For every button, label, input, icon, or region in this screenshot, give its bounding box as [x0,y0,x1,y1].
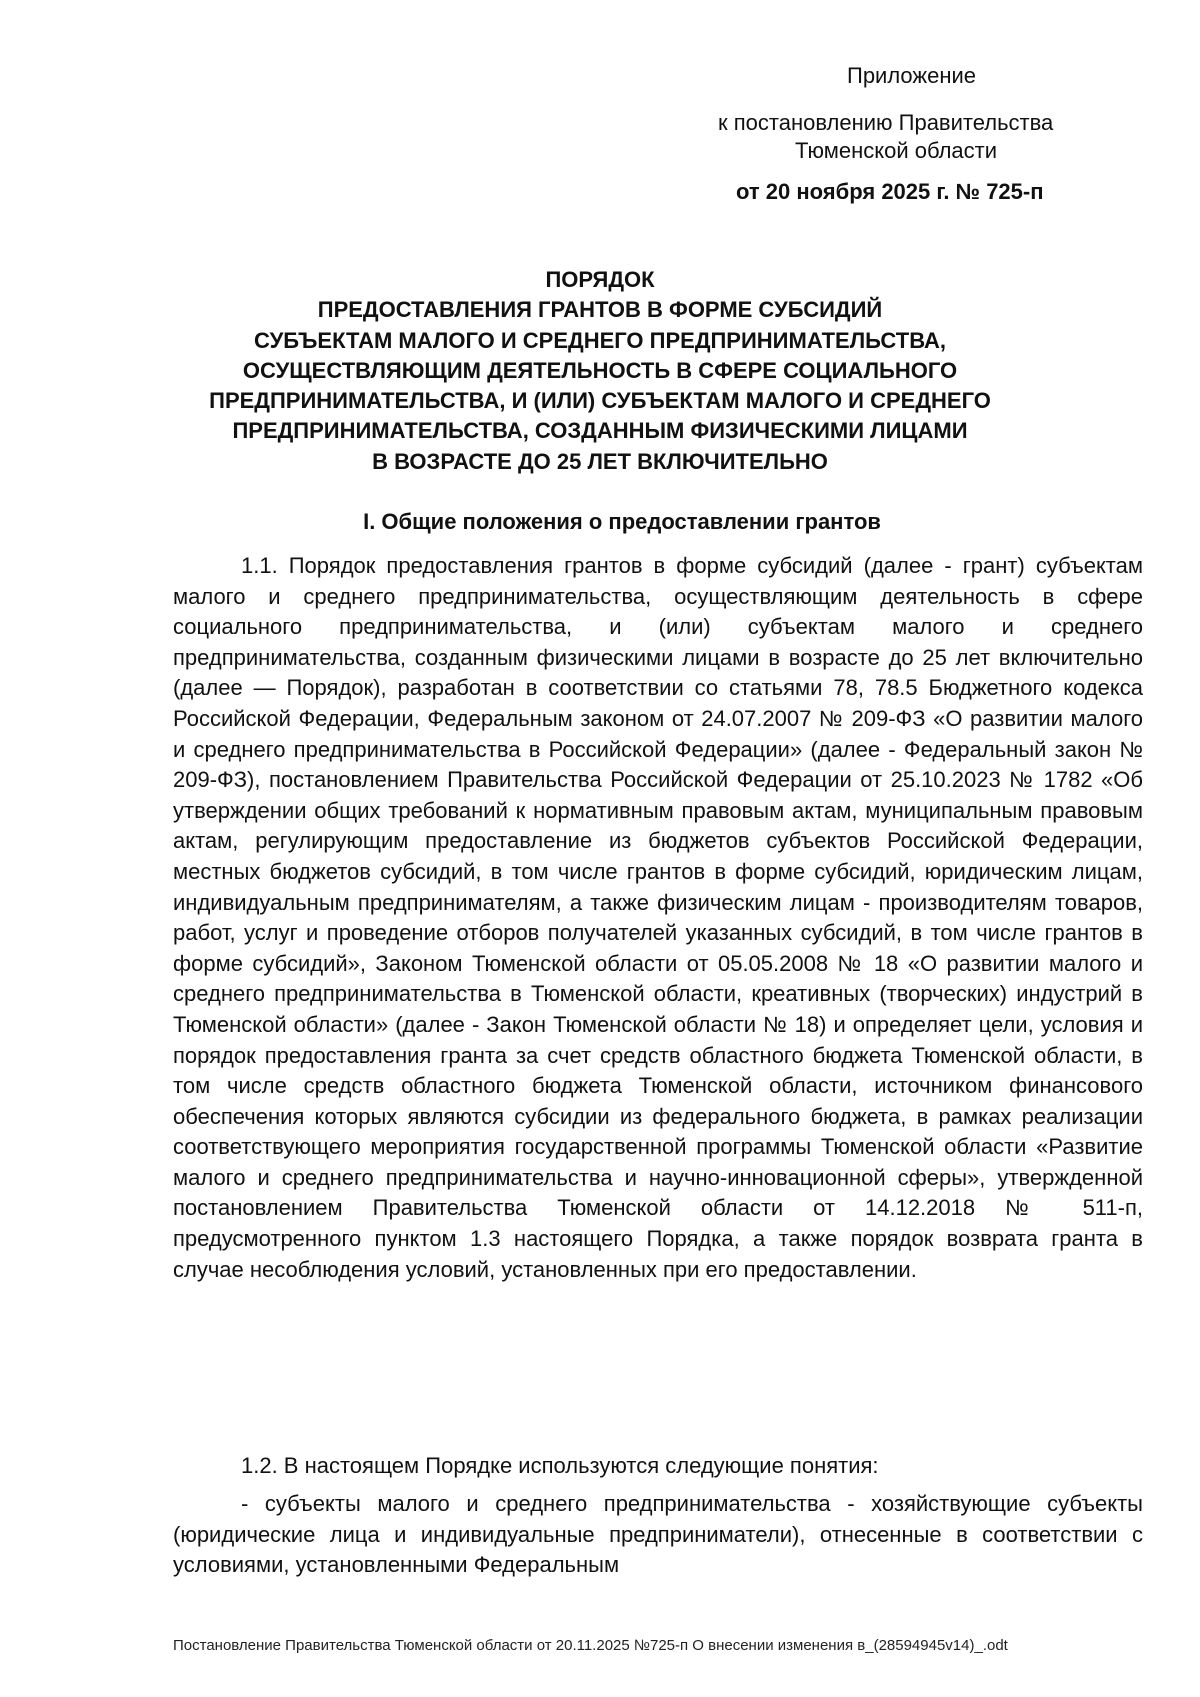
document-title-line: ПРЕДОСТАВЛЕНИЯ ГРАНТОВ В ФОРМЕ СУБСИДИЙ [317,297,883,323]
document-title-line: ПОРЯДОК [545,267,655,292]
page-footer: Постановление Правительства Тюменской области от 20.11.2025 №725-п О внесении изменения в_(28594945v14)_.odt [173,1637,1008,1654]
document-title-line: ОСУЩЕСТВЛЯЮЩИМ ДЕЯТЕЛЬНОСТЬ В СФЕРЕ СОЦИАЛЬНОГО [242,357,958,383]
document-title-line: СУБЪЕКТАМ МАЛОГО И СРЕДНЕГО ПРЕДПРИНИМАТЕЛЬСТВА, [254,327,946,353]
section-heading: I. Общие положения о предоставлении грантов [363,509,881,534]
definition-block [173,1489,1143,1581]
document-title [150,265,1050,477]
appendix-reference-line-1: к постановлению Правительства [718,110,1054,135]
appendix-reference-line-2: Тюменской области [795,138,998,163]
appendix-title: Приложение [847,63,977,88]
definition-item: - субъекты малого и среднего предпринимательства - хозяйствующие субъекты (юридические лица и индивидуальные предприниматели), отнесенные в соответствии с условиями, установленными Федеральным [173,1491,1143,1578]
paragraph-1-1-block [173,551,1143,1285]
paragraph-1-2: 1.2. В настоящем Порядке используются следующие понятия: [241,1453,879,1478]
paragraph-1-2-block [173,1451,1143,1482]
paragraph-1-1: 1.1. Порядок предоставления грантов в форме субсидий (далее - грант) субъектам малого и среднего предпринимательства, осуществляющим деятельность в сфере социального предпринимательства, и (или) субъектам малого и среднего предпринимательства, созданным физическими лицами в возрасте до 25 лет включительно (далее — Порядок), разработан в соответствии со статьями 78, 78.5 Бюджетного кодекса Российской Федерации, Федеральным законом от 24.07.2007 № 209-ФЗ «О развитии малого и среднего предпринимательства в Российской Федерации» (далее - Федеральный закон № 209-ФЗ), постановлением Правительства Российской Федерации от 25.10.2023 № 1782 «Об утверждении общих требований к нормативным правовым актам, муниципальным правовым актам, регулирующим предоставление из бюджетов субъектов Российской Федерации, местных бюджетов субсидий, в том числе грантов в форме субсидий, юридическим лицам, индивидуальным предпринимателям, а также физическим лицам - производителям товаров, работ, услуг и проведение отборов получателей указанных субсидий, в том числе грантов в форме субсидий», Законом Тюменской области от 05.05.2008 № 18 «О развитии малого и среднего предпринимательства в Тюменской области, креативных (творческих) индустрий в Тюменской области» (далее - Закон Тюменской области № 18) и определяет цели, условия и порядок предоставления гранта за счет средств областного бюджета Тюменской области, в том числе средств областного бюджета Тюменской области, источником финансового обеспечения которых являются субсидии из федерального бюджета, в рамках реализации соответствующего мероприятия государственной программы Тюменской области «Развитие малого и среднего предпринимательства и научно-инновационной сферы», утвержденной постановлением Правительства Тюменской области от 14.12.2018 № 511-п, предусмотренного пунктом 1.3 настоящего Порядка, а также порядок возврата гранта в случае несоблюдения условий, установленных при его предоставлении. [173,553,1143,1282]
appendix-date-number: от 20 ноября 2025 г. № 725-п [736,179,1044,204]
document-title-line: В ВОЗРАСТЕ ДО 25 ЛЕТ ВКЛЮЧИТЕЛЬНО [372,448,828,474]
document-title-line: ПРЕДПРИНИМАТЕЛЬСТВА, И (ИЛИ) СУБЪЕКТАМ МАЛОГО И СРЕДНЕГО [209,388,991,414]
document-title-line: ПРЕДПРИНИМАТЕЛЬСТВА, СОЗДАННЫМ ФИЗИЧЕСКИМИ ЛИЦАМИ [232,418,968,444]
